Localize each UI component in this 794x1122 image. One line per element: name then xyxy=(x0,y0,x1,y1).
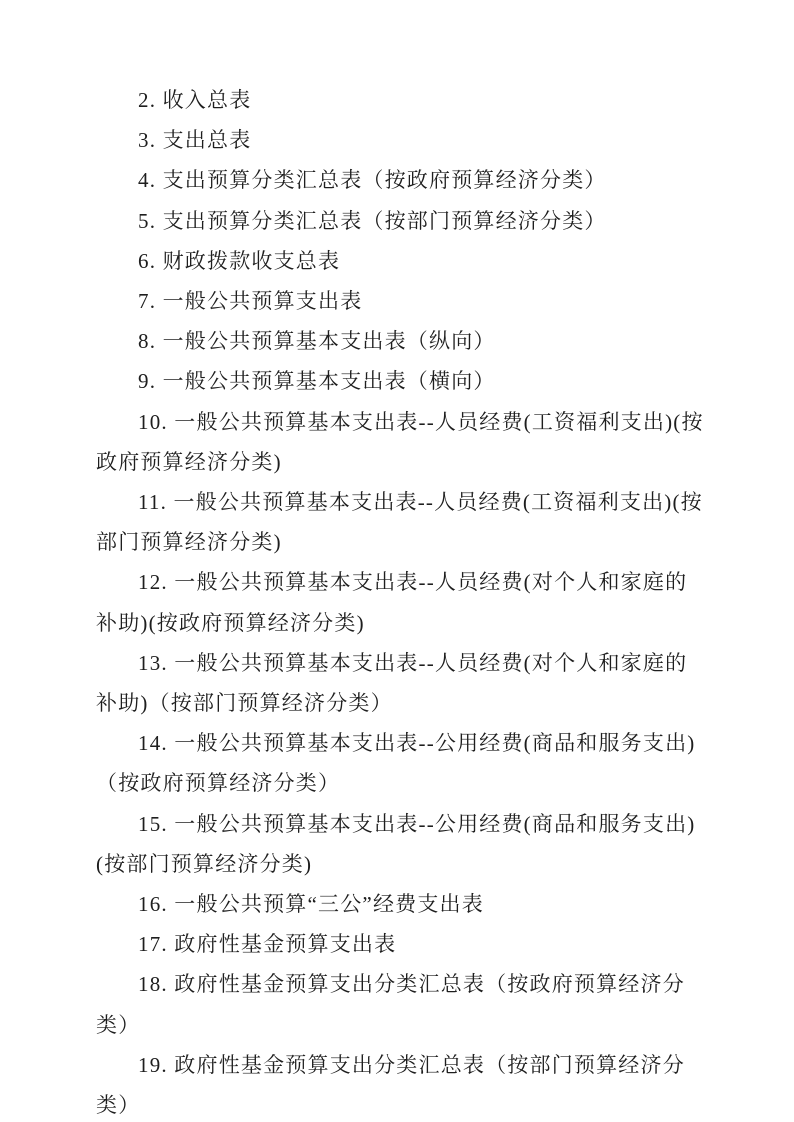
list-item: 17. 政府性基金预算支出表 xyxy=(138,932,397,957)
list-item: 8. 一般公共预算基本支出表（纵向） xyxy=(138,329,496,354)
list-item: 9. 一般公共预算基本支出表（横向） xyxy=(138,369,496,394)
list-item: 13. 一般公共预算基本支出表--人员经费(对个人和家庭的补助)（按部门预算经济分类） xyxy=(96,650,688,716)
list-item: 5. 支出预算分类汇总表（按部门预算经济分类） xyxy=(138,208,607,233)
list-item: 11. 一般公共预算基本支出表--人员经费(工资福利支出)(按部门预算经济分类) xyxy=(96,490,703,555)
list-item: 3. 支出总表 xyxy=(138,128,252,153)
list-item: 16. 一般公共预算“三公”经费支出表 xyxy=(138,892,484,917)
list-item: 6. 财政拨款收支总表 xyxy=(138,248,341,273)
list-item: 2. 收入总表 xyxy=(138,88,252,112)
list-item: 15. 一般公共预算基本支出表--公用经费(商品和服务支出)(按部门预算经济分类) xyxy=(96,811,696,876)
list-item: 14. 一般公共预算基本支出表--公用经费(商品和服务支出)（按政府预算经济分类） xyxy=(96,731,696,796)
list-item: 12. 一般公共预算基本支出表--人员经费(对个人和家庭的补助)(按政府预算经济分类) xyxy=(96,570,688,635)
list-item: 4. 支出预算分类汇总表（按政府预算经济分类） xyxy=(138,168,607,193)
list-item: 10. 一般公共预算基本支出表--人员经费(工资福利支出)(按政府预算经济分类) xyxy=(96,409,704,474)
list-item: 7. 一般公共预算支出表 xyxy=(138,289,363,314)
list-item: 19. 政府性基金预算支出分类汇总表（按部门预算经济分类） xyxy=(96,1052,685,1118)
document-body xyxy=(96,80,707,1122)
list-item: 18. 政府性基金预算支出分类汇总表（按政府预算经济分类） xyxy=(96,972,685,1037)
